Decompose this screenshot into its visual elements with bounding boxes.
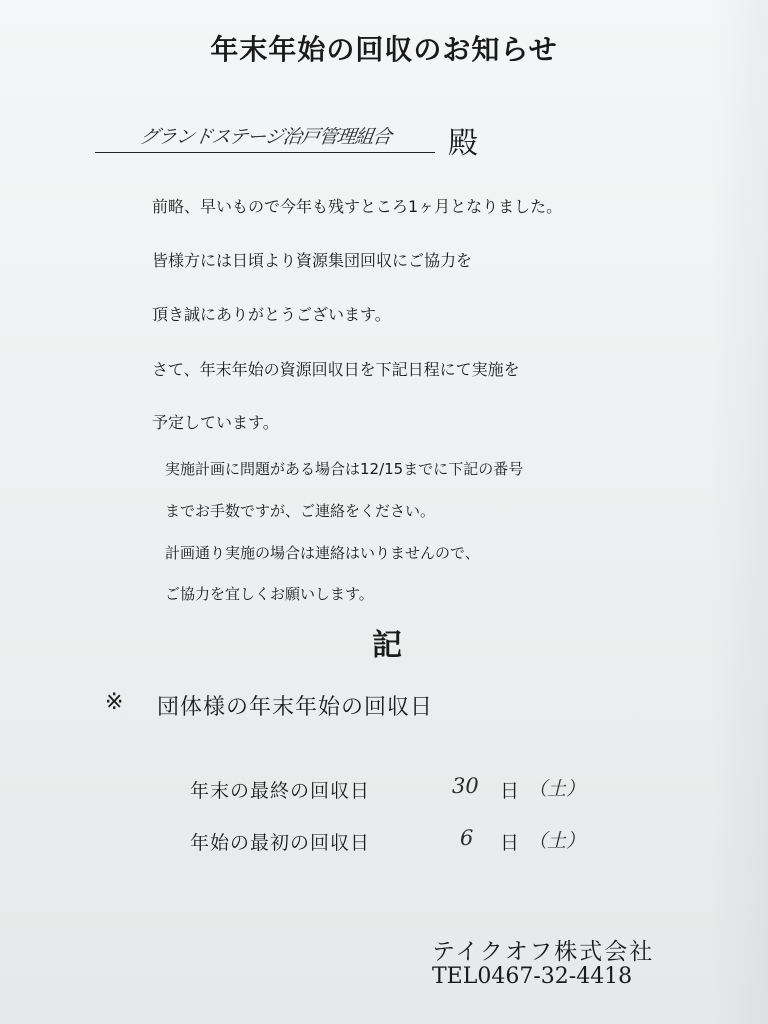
schedule-row-year-end-day: 30: [452, 774, 479, 798]
schedule-heading: 団体様の年末年始の回収日: [157, 695, 434, 720]
body-line-7: までお手数ですが、ご連絡をください。: [165, 502, 436, 520]
body-line-1: 前略、早いもので今年も残すところ1ヶ月となりました。: [152, 197, 563, 216]
schedule-row-new-year-day: 6: [460, 826, 474, 850]
body-line-9: ご協力を宜しくお願いします。: [165, 585, 374, 603]
addressee-honorific: 殿: [448, 126, 478, 161]
body-line-3: 頂き誠にありがとうございます。: [152, 305, 391, 324]
schedule-row-new-year-weekday: （土）: [528, 830, 586, 852]
notice-title: 年末年始の回収のお知らせ: [210, 33, 558, 66]
schedule-row-year-end-label: 年末の最終の回収日: [190, 780, 371, 802]
paper-shadow-edge: [708, 0, 768, 1024]
ki-heading: 記: [372, 628, 402, 663]
body-line-4: さて、年末年始の資源回収日を下記日程にて実施を: [152, 360, 520, 379]
body-line-2: 皆様方には日頃より資源集団回収にご協力を: [152, 251, 473, 270]
schedule-row-new-year-label: 年始の最初の回収日: [190, 832, 371, 854]
note-mark: ※: [105, 690, 124, 715]
addressee-line: [95, 120, 435, 153]
body-line-8: 計画通り実施の場合は連絡はいりませんので、: [165, 544, 480, 562]
footer-phone: TEL0467-32-4418: [432, 964, 633, 989]
body-line-5: 予定しています。: [152, 413, 279, 432]
footer-company-name: テイクオフ株式会社: [432, 939, 655, 965]
addressee-handwritten-name: グランドステージ治戸管理組合: [138, 126, 393, 148]
schedule-row-year-end-unit: 日: [500, 780, 520, 802]
body-line-6: 実施計画に問題がある場合は12/15までに下記の番号: [165, 460, 524, 478]
schedule-row-year-end-weekday: （土）: [528, 778, 586, 800]
schedule-row-new-year-unit: 日: [500, 832, 520, 854]
